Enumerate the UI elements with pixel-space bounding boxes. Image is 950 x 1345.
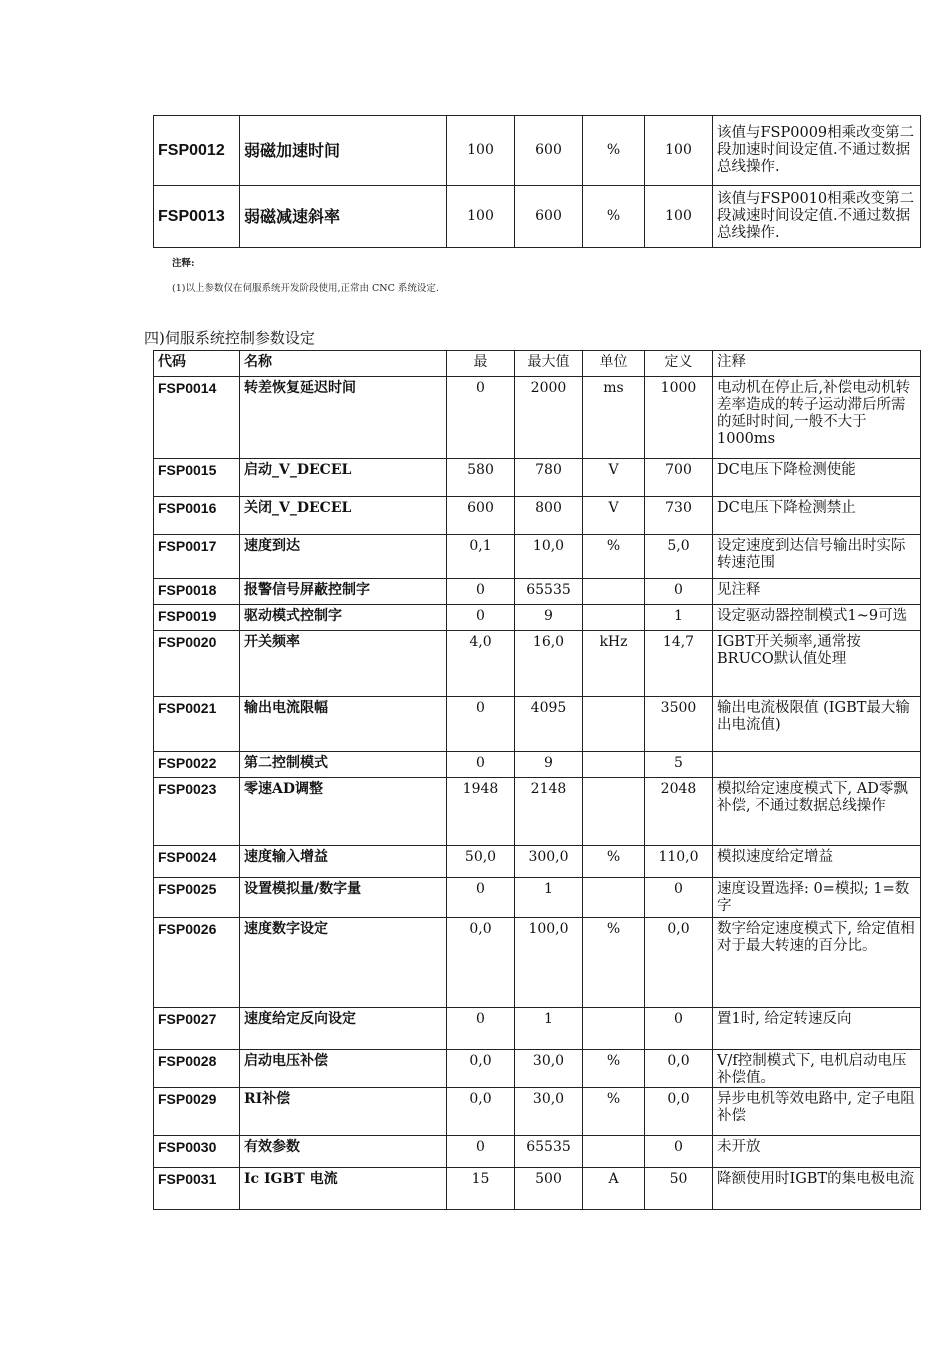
param-desc: 置1时, 给定转速反向 xyxy=(713,1008,921,1050)
param-max: 2148 xyxy=(515,778,583,846)
param-max: 600 xyxy=(515,186,583,248)
param-max: 65535 xyxy=(515,1136,583,1168)
param-desc: 未开放 xyxy=(713,1136,921,1168)
param-min: 0 xyxy=(447,377,515,459)
header-unit: 单位 xyxy=(583,351,645,377)
param-unit xyxy=(583,605,645,631)
param-max: 500 xyxy=(515,1168,583,1210)
param-code: FSP0014 xyxy=(154,377,240,459)
param-default: 110,0 xyxy=(645,846,713,878)
param-code: FSP0020 xyxy=(154,631,240,697)
param-code: FSP0027 xyxy=(154,1008,240,1050)
table-row xyxy=(154,1136,921,1168)
param-name: 速度输入增益 xyxy=(240,846,447,878)
param-default: 5 xyxy=(645,752,713,778)
notes-line: (1)以上参数仅在伺服系统开发阶段使用,正常由 CNC 系统设定. xyxy=(172,283,439,294)
param-desc: 数字给定速度模式下, 给定值相对于最大转速的百分比。 xyxy=(713,918,921,1008)
param-desc: 该值与FSP0009相乘改变第二段加速时间设定值.不通过数据总线操作. xyxy=(713,116,921,186)
param-max: 30,0 xyxy=(515,1088,583,1136)
param-name: 零速AD调整 xyxy=(240,778,447,846)
table-row xyxy=(154,579,921,605)
section-title: 四)伺服系统控制参数设定 xyxy=(144,329,315,347)
param-max: 9 xyxy=(515,752,583,778)
param-min: 0 xyxy=(447,579,515,605)
param-name: 启动电压补偿 xyxy=(240,1050,447,1088)
param-unit: V xyxy=(583,459,645,497)
param-max: 100,0 xyxy=(515,918,583,1008)
param-name: 有效参数 xyxy=(240,1136,447,1168)
param-default: 0 xyxy=(645,1008,713,1050)
param-min: 0 xyxy=(447,878,515,918)
param-min: 0 xyxy=(447,1136,515,1168)
param-unit: % xyxy=(583,186,645,248)
param-code: FSP0022 xyxy=(154,752,240,778)
param-unit: % xyxy=(583,1050,645,1088)
param-code: FSP0026 xyxy=(154,918,240,1008)
table-row xyxy=(154,1168,921,1210)
table-row xyxy=(154,846,921,878)
param-min: 0 xyxy=(447,1008,515,1050)
param-default: 1000 xyxy=(645,377,713,459)
param-min: 0,0 xyxy=(447,918,515,1008)
param-desc: 降额使用时IGBT的集电极电流 xyxy=(713,1168,921,1210)
param-desc: 设定速度到达信号输出时实际转速范围 xyxy=(713,535,921,579)
param-unit xyxy=(583,878,645,918)
param-min: 100 xyxy=(447,186,515,248)
header-min: 最 xyxy=(447,351,515,377)
table-row xyxy=(154,878,921,918)
table-row xyxy=(154,631,921,697)
header-max: 最大值 xyxy=(515,351,583,377)
param-unit: % xyxy=(583,918,645,1008)
param-min: 0,0 xyxy=(447,1088,515,1136)
param-max: 600 xyxy=(515,116,583,186)
param-desc: 速度设置选择: 0=模拟; 1=数字 xyxy=(713,878,921,918)
param-name: 输出电流限幅 xyxy=(240,697,447,752)
table-row xyxy=(154,1088,921,1136)
param-default: 0,0 xyxy=(645,918,713,1008)
param-code: FSP0030 xyxy=(154,1136,240,1168)
param-unit: % xyxy=(583,116,645,186)
param-max: 10,0 xyxy=(515,535,583,579)
param-code: FSP0025 xyxy=(154,878,240,918)
param-desc: 设定驱动器控制模式1~9可选 xyxy=(713,605,921,631)
table-row xyxy=(154,605,921,631)
param-max: 4095 xyxy=(515,697,583,752)
param-desc: 模拟给定速度模式下, AD零飘补偿, 不通过数据总线操作 xyxy=(713,778,921,846)
header-desc: 注释 xyxy=(713,351,921,377)
table-row xyxy=(154,697,921,752)
table-row xyxy=(154,1050,921,1088)
param-code: FSP0023 xyxy=(154,778,240,846)
param-desc: 异步电机等效电路中, 定子电阻补偿 xyxy=(713,1088,921,1136)
param-default: 0 xyxy=(645,878,713,918)
param-min: 0 xyxy=(447,605,515,631)
param-max: 300,0 xyxy=(515,846,583,878)
header-default: 定义 xyxy=(645,351,713,377)
header-name: 名称 xyxy=(240,351,447,377)
table-row xyxy=(154,116,921,186)
param-desc: V/f控制模式下, 电机启动电压补偿值。 xyxy=(713,1050,921,1088)
param-default: 1 xyxy=(645,605,713,631)
param-unit xyxy=(583,1008,645,1050)
param-min: 100 xyxy=(447,116,515,186)
param-default: 100 xyxy=(645,186,713,248)
param-name: 第二控制模式 xyxy=(240,752,447,778)
param-name: 启动_V_DECEL xyxy=(240,459,447,497)
param-name: 设置模拟量/数字量 xyxy=(240,878,447,918)
param-desc: DC电压下降检测使能 xyxy=(713,459,921,497)
param-max: 780 xyxy=(515,459,583,497)
param-min: 0 xyxy=(447,752,515,778)
param-name: 弱磁加速时间 xyxy=(240,116,447,186)
param-code: FSP0029 xyxy=(154,1088,240,1136)
param-max: 1 xyxy=(515,1008,583,1050)
table-row xyxy=(154,1008,921,1050)
param-code: FSP0019 xyxy=(154,605,240,631)
param-max: 2000 xyxy=(515,377,583,459)
table-row xyxy=(154,535,921,579)
param-name: 速度到达 xyxy=(240,535,447,579)
param-min: 600 xyxy=(447,497,515,535)
param-default: 0 xyxy=(645,579,713,605)
param-min: 580 xyxy=(447,459,515,497)
param-name: 弱磁减速斜率 xyxy=(240,186,447,248)
param-desc: 该值与FSP0010相乘改变第二段减速时间设定值.不通过数据总线操作. xyxy=(713,186,921,248)
param-default: 700 xyxy=(645,459,713,497)
notes-title: 注释: xyxy=(172,258,195,269)
param-default: 3500 xyxy=(645,697,713,752)
param-code: FSP0015 xyxy=(154,459,240,497)
table-top xyxy=(153,115,921,248)
param-min: 0 xyxy=(447,697,515,752)
param-desc: 输出电流极限值 (IGBT最大输出电流值) xyxy=(713,697,921,752)
param-unit xyxy=(583,579,645,605)
param-unit xyxy=(583,1136,645,1168)
param-code: FSP0031 xyxy=(154,1168,240,1210)
param-unit xyxy=(583,778,645,846)
table-header xyxy=(154,351,921,377)
param-default: 730 xyxy=(645,497,713,535)
param-unit: % xyxy=(583,535,645,579)
param-min: 0,1 xyxy=(447,535,515,579)
table-params xyxy=(153,350,921,1210)
param-code: FSP0012 xyxy=(154,116,240,186)
param-desc: 电动机在停止后,补偿电动机转差率造成的转子运动滞后所需的延时时间,一般不大于1000ms xyxy=(713,377,921,459)
param-code: FSP0016 xyxy=(154,497,240,535)
header-code: 代码 xyxy=(154,351,240,377)
param-code: FSP0021 xyxy=(154,697,240,752)
param-desc: IGBT开关频率,通常按BRUCO默认值处理 xyxy=(713,631,921,697)
table-row xyxy=(154,778,921,846)
param-unit xyxy=(583,752,645,778)
param-max: 30,0 xyxy=(515,1050,583,1088)
param-unit: V xyxy=(583,497,645,535)
param-name: 报警信号屏蔽控制字 xyxy=(240,579,447,605)
param-max: 9 xyxy=(515,605,583,631)
param-code: FSP0018 xyxy=(154,579,240,605)
param-max: 16,0 xyxy=(515,631,583,697)
param-name: Ic IGBT 电流 xyxy=(240,1168,447,1210)
param-desc xyxy=(713,752,921,778)
table-row xyxy=(154,497,921,535)
table-row xyxy=(154,918,921,1008)
param-min: 50,0 xyxy=(447,846,515,878)
param-name: RI补偿 xyxy=(240,1088,447,1136)
param-default: 0,0 xyxy=(645,1050,713,1088)
param-code: FSP0028 xyxy=(154,1050,240,1088)
param-default: 5,0 xyxy=(645,535,713,579)
table-row xyxy=(154,752,921,778)
param-min: 4,0 xyxy=(447,631,515,697)
param-name: 驱动模式控制字 xyxy=(240,605,447,631)
param-max: 800 xyxy=(515,497,583,535)
param-unit: A xyxy=(583,1168,645,1210)
param-default: 50 xyxy=(645,1168,713,1210)
param-desc: 模拟速度给定增益 xyxy=(713,846,921,878)
param-code: FSP0024 xyxy=(154,846,240,878)
param-max: 65535 xyxy=(515,579,583,605)
param-default: 0,0 xyxy=(645,1088,713,1136)
param-unit: kHz xyxy=(583,631,645,697)
param-default: 100 xyxy=(645,116,713,186)
param-code: FSP0013 xyxy=(154,186,240,248)
table-row xyxy=(154,377,921,459)
param-min: 15 xyxy=(447,1168,515,1210)
param-name: 转差恢复延迟时间 xyxy=(240,377,447,459)
table-row xyxy=(154,459,921,497)
param-unit: % xyxy=(583,846,645,878)
table-row xyxy=(154,186,921,248)
param-default: 0 xyxy=(645,1136,713,1168)
param-min: 1948 xyxy=(447,778,515,846)
param-unit xyxy=(583,697,645,752)
param-default: 2048 xyxy=(645,778,713,846)
param-name: 速度给定反向设定 xyxy=(240,1008,447,1050)
param-desc: 见注释 xyxy=(713,579,921,605)
param-name: 速度数字设定 xyxy=(240,918,447,1008)
param-unit: ms xyxy=(583,377,645,459)
param-code: FSP0017 xyxy=(154,535,240,579)
param-min: 0,0 xyxy=(447,1050,515,1088)
param-desc: DC电压下降检测禁止 xyxy=(713,497,921,535)
param-default: 14,7 xyxy=(645,631,713,697)
param-unit: % xyxy=(583,1088,645,1136)
param-name: 关闭_V_DECEL xyxy=(240,497,447,535)
param-max: 1 xyxy=(515,878,583,918)
param-name: 开关频率 xyxy=(240,631,447,697)
